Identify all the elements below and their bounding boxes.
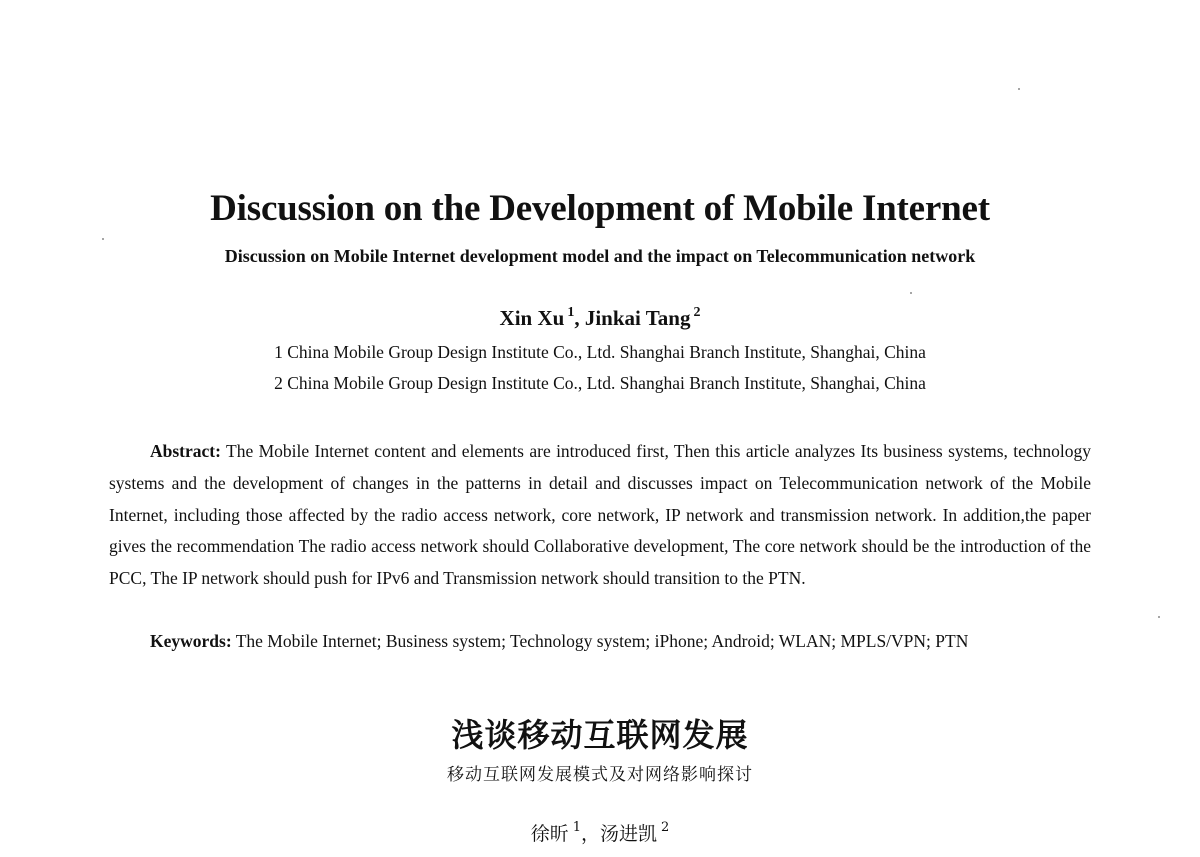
chinese-affiliation-mark: 2	[661, 820, 670, 835]
chinese-author-name: 徐昕	[530, 823, 569, 845]
paper-title: Discussion on the Development of Mobile Internet	[210, 188, 990, 229]
affiliation-mark: 2	[693, 305, 701, 320]
abstract-text: The Mobile Internet content and elements are introduced first, Then this article analyzes Its business systems, technology systems and the development of changes in the patterns in detail and discusses impact on Telecommunication network of the Mobile Internet, including those affected by the radio access network, core network, IP network and transmission network. In addition,the paper gives the recommendation The radio access network should Collaborative development, The core network should be the introduction of the PCC, The IP network should push for IPv6 and Transmission network should transition to the PTN.	[109, 441, 1091, 589]
keywords-text: The Mobile Internet; Business system; Technology system; iPhone; Android; WLAN; MPLS/VPN; PTN	[235, 631, 969, 651]
abstract	[109, 436, 1091, 595]
author-line	[0, 303, 1200, 333]
affiliation-mark: 1	[567, 305, 575, 320]
chinese-author-line	[0, 820, 1200, 848]
affiliation-1: 1 China Mobile Group Design Institute Co., Ltd. Shanghai Branch Institute, Shanghai, China	[274, 342, 926, 362]
affiliation-2: 2 China Mobile Group Design Institute Co., Ltd. Shanghai Branch Institute, Shanghai, China	[274, 373, 926, 393]
scan-speck	[910, 292, 912, 294]
keywords	[150, 627, 968, 655]
scan-speck	[1158, 616, 1160, 618]
author-name: Xin Xu	[499, 306, 565, 330]
paper-subtitle: Discussion on Mobile Internet development model and the impact on Telecommunication network	[224, 246, 976, 266]
chinese-author-name: 汤进凯	[600, 823, 658, 845]
chinese-title: 浅谈移动互联网发展	[451, 716, 749, 754]
keywords-label: Keywords:	[150, 631, 232, 651]
scan-speck	[102, 238, 104, 240]
chinese-author-separator: ，	[580, 823, 600, 845]
abstract-label: Abstract:	[150, 441, 221, 461]
scan-speck	[1018, 88, 1020, 90]
chinese-affiliation-mark: 1	[572, 820, 581, 835]
chinese-subtitle: 移动互联网发展模式及对网络影响探讨	[447, 765, 753, 785]
author-separator: ,	[574, 306, 585, 330]
author-name: Jinkai Tang	[584, 306, 691, 330]
